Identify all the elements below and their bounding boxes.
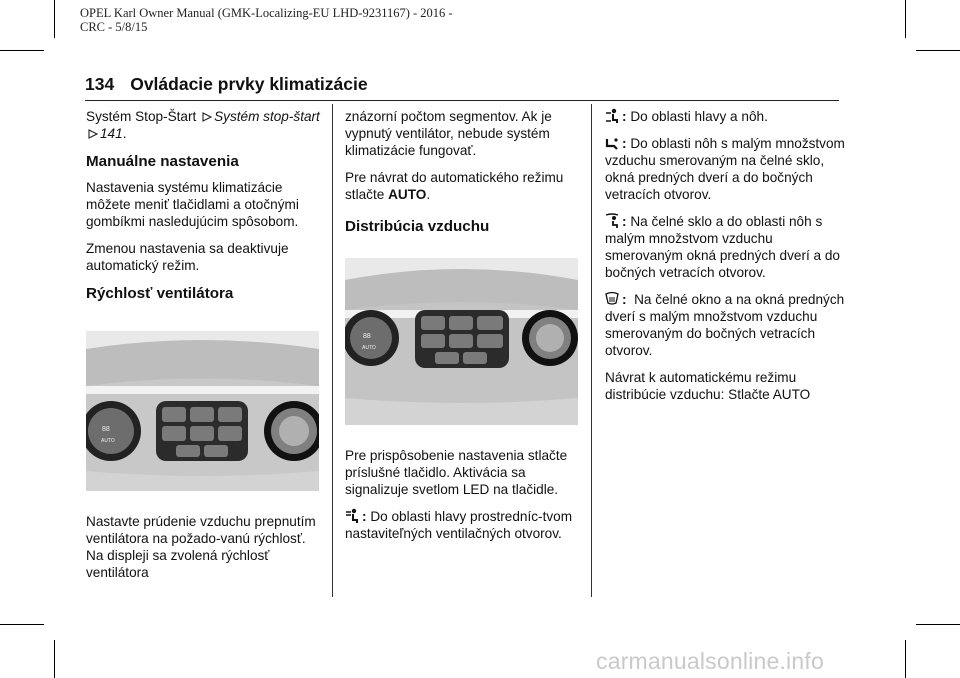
section-heading: Rýchlosť ventilátora: [86, 285, 234, 302]
mode-description: : Do oblasti nôh s malým množstvom vzduchu smerovaným na čelné sklo, okná predných dverí a do bočných vetracích otvorov.: [605, 136, 845, 202]
section-heading: Distribúcia vzduchu: [345, 218, 490, 235]
svg-text:AUTO: AUTO: [362, 345, 376, 351]
windscreen-defrost-icon: [605, 291, 619, 307]
cross-reference-page[interactable]: 141: [100, 126, 123, 141]
paragraph: Zmenou nastavenia sa deaktivuje automatický režim.: [86, 241, 289, 273]
paragraph: Nastavenia systému klimatizácie môžete meniť tlačidlami a otočnými gombíkmi nasledujúcim spôsobom.: [86, 180, 299, 229]
crop-mark: [916, 624, 960, 625]
section-heading: Manuálne nastavenia: [86, 153, 239, 170]
mode-description: : Na čelné sklo a do oblasti nôh s malým množstvom vzduchu smerovaným okná predných dverí a do bočných vetracích otvorov.: [605, 214, 840, 280]
mode-description: : Na čelné okno a na okná predných dverí s malým množstvom vzduchu smerovaným do bočných vetracích otvorov.: [605, 292, 845, 358]
page-title: Ovládacie prvky klimatizácie: [130, 74, 368, 94]
head-vent-icon: [345, 508, 359, 524]
meta-line-2: CRC - 5/8/15: [80, 20, 148, 34]
crop-mark: [0, 624, 44, 625]
mode-description: : Do oblasti hlavy prostredníc-tvom nastaviteľných ventilačných otvorov.: [345, 509, 573, 541]
watermark: carmanualsonline.info: [596, 648, 824, 674]
svg-text:AUTO: AUTO: [101, 438, 115, 444]
crop-mark: [54, 0, 55, 38]
column-divider: [591, 104, 592, 597]
air-distribution-photo: [345, 258, 578, 425]
paragraph: Pre návrat do automatického režimu stlačte AUTO.: [345, 170, 564, 202]
column-1: [86, 108, 322, 591]
document-meta: [80, 6, 453, 34]
windscreen-and-feet-icon: [605, 213, 619, 229]
auto-keyword: AUTO: [388, 187, 427, 202]
svg-text:88: 88: [363, 333, 371, 340]
column-divider: [332, 104, 333, 597]
crop-mark: [916, 50, 960, 51]
reference-arrow-icon: [202, 112, 212, 122]
crop-mark: [905, 0, 906, 38]
column-2: [345, 108, 579, 552]
reference-arrow-icon: [88, 129, 98, 139]
page-number: 134: [85, 74, 115, 94]
paragraph: znázorní počtom segmentov. Ak je vypnutý ventilátor, nebude systém klimatizácie fungovať.: [345, 109, 552, 158]
column-3: [605, 108, 845, 413]
crop-mark: [54, 640, 55, 678]
head-and-feet-icon: [605, 108, 619, 124]
crop-mark: [0, 50, 44, 51]
fan-control-photo: [86, 331, 319, 491]
mode-description: : Do oblasti hlavy a nôh.: [605, 108, 845, 125]
paragraph: Návrat k automatickému režimu distribúcie vzduchu: Stlačte AUTO: [605, 370, 811, 402]
paragraph: Nastavte prúdenie vzduchu prepnutím ventilátora na požado-vanú rýchlosť. Na displeji sa zvolená rýchlosť ventilátora: [86, 514, 316, 580]
paragraph: Pre prispôsobenie nastavenia stlačte príslušné tlačidlo. Aktivácia sa signalizuje svetlom LED na tlačidle.: [345, 448, 568, 497]
crop-mark: [905, 640, 906, 678]
svg-text:88: 88: [102, 426, 110, 433]
page-header: [85, 70, 839, 101]
intro-paragraph: Systém Stop-Štart Systém stop-štart 141.: [86, 109, 320, 141]
cross-reference-link[interactable]: Systém stop-štart: [214, 109, 320, 124]
feet-vent-icon: [605, 135, 619, 151]
meta-line-1: OPEL Karl Owner Manual (GMK-Localizing-EU LHD-9231167) - 2016 -: [80, 6, 453, 20]
